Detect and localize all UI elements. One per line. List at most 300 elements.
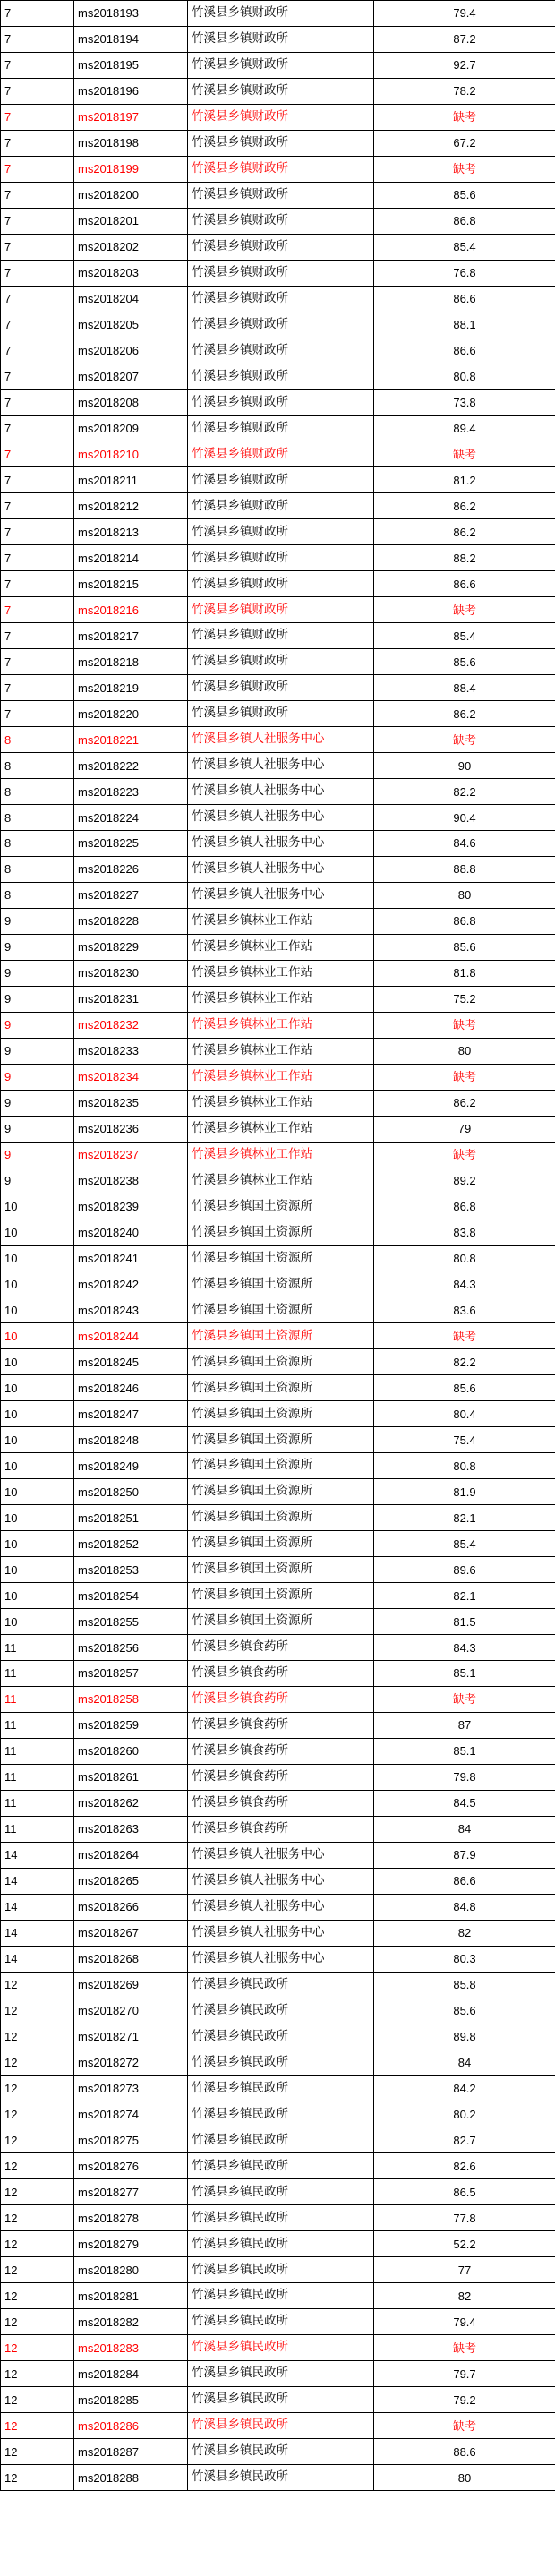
candidate-id-cell: ms2018234 [74, 1064, 188, 1090]
candidate-id-cell: ms2018275 [74, 2127, 188, 2153]
candidate-id-cell: ms2018288 [74, 2465, 188, 2491]
table-row [1, 1790, 555, 1816]
table-row [1, 2361, 555, 2387]
group-number-cell: 11 [1, 1686, 74, 1712]
score-cell: 89.8 [374, 2024, 555, 2050]
position-unit-cell: 竹溪县乡镇民政所 [188, 2361, 374, 2387]
position-unit-cell: 竹溪县乡镇国土资源所 [188, 1194, 374, 1220]
group-number-cell: 7 [1, 1, 74, 27]
group-number-cell: 10 [1, 1505, 74, 1531]
group-number-cell: 9 [1, 1142, 74, 1168]
table-row [1, 182, 555, 208]
table-row [1, 856, 555, 882]
candidate-id-cell: ms2018281 [74, 2283, 188, 2309]
candidate-id-cell: ms2018262 [74, 1790, 188, 1816]
group-number-cell: 9 [1, 1168, 74, 1194]
position-unit-cell: 竹溪县乡镇国土资源所 [188, 1427, 374, 1453]
group-number-cell: 8 [1, 753, 74, 779]
position-unit-cell: 竹溪县乡镇林业工作站 [188, 960, 374, 986]
position-unit-cell: 竹溪县乡镇国土资源所 [188, 1583, 374, 1609]
group-number-cell: 8 [1, 779, 74, 805]
candidate-id-cell: ms2018267 [74, 1920, 188, 1946]
candidate-id-cell: ms2018243 [74, 1297, 188, 1323]
candidate-id-cell: ms2018241 [74, 1245, 188, 1271]
candidate-id-cell: ms2018277 [74, 2179, 188, 2205]
score-cell: 88.4 [374, 675, 555, 701]
score-cell: 52.2 [374, 2231, 555, 2257]
candidate-id-cell: ms2018206 [74, 338, 188, 364]
position-unit-cell: 竹溪县乡镇国土资源所 [188, 1220, 374, 1245]
candidate-id-cell: ms2018233 [74, 1038, 188, 1064]
position-unit-cell: 竹溪县乡镇食药所 [188, 1790, 374, 1816]
group-number-cell: 9 [1, 1090, 74, 1116]
position-unit-cell: 竹溪县乡镇人社服务中心 [188, 1868, 374, 1894]
candidate-id-cell: ms2018247 [74, 1401, 188, 1427]
table-row [1, 2231, 555, 2257]
score-cell: 83.6 [374, 1297, 555, 1323]
position-unit-cell: 竹溪县乡镇财政所 [188, 467, 374, 493]
candidate-id-cell: ms2018198 [74, 130, 188, 156]
group-number-cell: 11 [1, 1661, 74, 1687]
score-cell: 82.6 [374, 2153, 555, 2179]
table-row [1, 1764, 555, 1790]
position-unit-cell: 竹溪县乡镇民政所 [188, 2257, 374, 2283]
table-row [1, 415, 555, 441]
candidate-id-cell: ms2018202 [74, 234, 188, 260]
score-cell: 85.6 [374, 182, 555, 208]
table-row-absent [1, 1064, 555, 1090]
score-cell: 80.8 [374, 1453, 555, 1479]
table-row [1, 1479, 555, 1505]
group-number-cell: 12 [1, 2205, 74, 2231]
score-cell: 80.4 [374, 1401, 555, 1427]
candidate-id-cell: ms2018201 [74, 208, 188, 234]
score-cell: 80 [374, 2465, 555, 2491]
table-row [1, 1427, 555, 1453]
candidate-id-cell: ms2018274 [74, 2101, 188, 2127]
score-cell: 80.8 [374, 364, 555, 389]
position-unit-cell: 竹溪县乡镇国土资源所 [188, 1531, 374, 1557]
table-row [1, 1998, 555, 2024]
score-cell: 缺考 [374, 2413, 555, 2439]
table-row [1, 1972, 555, 1998]
table-row [1, 2153, 555, 2179]
group-number-cell: 7 [1, 104, 74, 130]
group-number-cell: 7 [1, 545, 74, 571]
candidate-id-cell: ms2018223 [74, 779, 188, 805]
group-number-cell: 9 [1, 934, 74, 960]
candidate-id-cell: ms2018264 [74, 1842, 188, 1868]
candidate-id-cell: ms2018204 [74, 286, 188, 312]
table-row [1, 649, 555, 675]
group-number-cell: 7 [1, 467, 74, 493]
candidate-id-cell: ms2018228 [74, 908, 188, 934]
score-cell: 缺考 [374, 1323, 555, 1349]
group-number-cell: 14 [1, 1920, 74, 1946]
candidate-id-cell: ms2018232 [74, 1012, 188, 1038]
table-row [1, 78, 555, 104]
group-number-cell: 11 [1, 1738, 74, 1764]
group-number-cell: 9 [1, 908, 74, 934]
group-number-cell: 7 [1, 26, 74, 52]
score-cell: 90.4 [374, 805, 555, 831]
group-number-cell: 12 [1, 2075, 74, 2101]
table-row [1, 1816, 555, 1842]
position-unit-cell: 竹溪县乡镇财政所 [188, 675, 374, 701]
position-unit-cell: 竹溪县乡镇民政所 [188, 2075, 374, 2101]
score-cell: 87.9 [374, 1842, 555, 1868]
table-row [1, 908, 555, 934]
candidate-id-cell: ms2018269 [74, 1972, 188, 1998]
group-number-cell: 7 [1, 623, 74, 649]
candidate-id-cell: ms2018226 [74, 856, 188, 882]
group-number-cell: 7 [1, 519, 74, 545]
candidate-id-cell: ms2018263 [74, 1816, 188, 1842]
position-unit-cell: 竹溪县乡镇民政所 [188, 2024, 374, 2050]
table-row [1, 519, 555, 545]
candidate-id-cell: ms2018253 [74, 1557, 188, 1583]
score-cell: 77 [374, 2257, 555, 2283]
position-unit-cell: 竹溪县乡镇财政所 [188, 545, 374, 571]
group-number-cell: 9 [1, 1038, 74, 1064]
group-number-cell: 10 [1, 1427, 74, 1453]
table-row-absent [1, 597, 555, 623]
score-cell: 缺考 [374, 1064, 555, 1090]
group-number-cell: 9 [1, 986, 74, 1012]
group-number-cell: 12 [1, 2309, 74, 2335]
candidate-id-cell: ms2018205 [74, 312, 188, 338]
group-number-cell: 14 [1, 1894, 74, 1920]
group-number-cell: 10 [1, 1349, 74, 1375]
group-number-cell: 9 [1, 1116, 74, 1142]
table-row [1, 389, 555, 415]
position-unit-cell: 竹溪县乡镇林业工作站 [188, 1168, 374, 1194]
table-row [1, 1271, 555, 1297]
candidate-id-cell: ms2018280 [74, 2257, 188, 2283]
position-unit-cell: 竹溪县乡镇林业工作站 [188, 908, 374, 934]
position-unit-cell: 竹溪县乡镇人社服务中心 [188, 805, 374, 831]
table-row [1, 960, 555, 986]
table-row [1, 1505, 555, 1531]
score-cell: 86.2 [374, 493, 555, 519]
score-cell: 84 [374, 2050, 555, 2075]
candidate-id-cell: ms2018286 [74, 2413, 188, 2439]
group-number-cell: 10 [1, 1453, 74, 1479]
position-unit-cell: 竹溪县乡镇财政所 [188, 1, 374, 27]
candidate-id-cell: ms2018235 [74, 1090, 188, 1116]
group-number-cell: 10 [1, 1220, 74, 1245]
group-number-cell: 9 [1, 960, 74, 986]
score-cell: 84.8 [374, 1894, 555, 1920]
candidate-id-cell: ms2018211 [74, 467, 188, 493]
position-unit-cell: 竹溪县乡镇民政所 [188, 1972, 374, 1998]
table-row [1, 1349, 555, 1375]
group-number-cell: 12 [1, 2231, 74, 2257]
score-cell: 82 [374, 1920, 555, 1946]
position-unit-cell: 竹溪县乡镇财政所 [188, 312, 374, 338]
position-unit-cell: 竹溪县乡镇林业工作站 [188, 1012, 374, 1038]
score-cell: 77.8 [374, 2205, 555, 2231]
position-unit-cell: 竹溪县乡镇食药所 [188, 1738, 374, 1764]
position-unit-cell: 竹溪县乡镇国土资源所 [188, 1375, 374, 1401]
position-unit-cell: 竹溪县乡镇民政所 [188, 2153, 374, 2179]
candidate-id-cell: ms2018194 [74, 26, 188, 52]
table-row [1, 1583, 555, 1609]
group-number-cell: 12 [1, 2050, 74, 2075]
group-number-cell: 12 [1, 2153, 74, 2179]
candidate-id-cell: ms2018254 [74, 1583, 188, 1609]
table-row [1, 779, 555, 805]
table-row [1, 1738, 555, 1764]
score-cell: 78.2 [374, 78, 555, 104]
score-cell: 89.2 [374, 1168, 555, 1194]
table-row-absent [1, 104, 555, 130]
candidate-id-cell: ms2018259 [74, 1712, 188, 1738]
group-number-cell: 11 [1, 1712, 74, 1738]
position-unit-cell: 竹溪县乡镇财政所 [188, 182, 374, 208]
position-unit-cell: 竹溪县乡镇财政所 [188, 649, 374, 675]
group-number-cell: 12 [1, 2361, 74, 2387]
candidate-id-cell: ms2018209 [74, 415, 188, 441]
score-cell: 89.4 [374, 415, 555, 441]
group-number-cell: 11 [1, 1816, 74, 1842]
group-number-cell: 12 [1, 1998, 74, 2024]
table-row-absent [1, 441, 555, 467]
position-unit-cell: 竹溪县乡镇食药所 [188, 1764, 374, 1790]
table-row [1, 2101, 555, 2127]
table-row-absent [1, 1323, 555, 1349]
candidate-id-cell: ms2018255 [74, 1609, 188, 1635]
group-number-cell: 8 [1, 805, 74, 831]
position-unit-cell: 竹溪县乡镇民政所 [188, 2205, 374, 2231]
group-number-cell: 11 [1, 1790, 74, 1816]
candidate-id-cell: ms2018231 [74, 986, 188, 1012]
position-unit-cell: 竹溪县乡镇林业工作站 [188, 1038, 374, 1064]
position-unit-cell: 竹溪县乡镇财政所 [188, 701, 374, 727]
candidate-id-cell: ms2018272 [74, 2050, 188, 2075]
group-number-cell: 12 [1, 2024, 74, 2050]
candidate-id-cell: ms2018219 [74, 675, 188, 701]
table-row-absent [1, 727, 555, 753]
score-cell: 84.3 [374, 1271, 555, 1297]
group-number-cell: 14 [1, 1842, 74, 1868]
group-number-cell: 7 [1, 182, 74, 208]
position-unit-cell: 竹溪县乡镇财政所 [188, 519, 374, 545]
position-unit-cell: 竹溪县乡镇财政所 [188, 441, 374, 467]
table-row [1, 2387, 555, 2413]
score-cell: 80.8 [374, 1245, 555, 1271]
score-cell: 缺考 [374, 1012, 555, 1038]
candidate-id-cell: ms2018249 [74, 1453, 188, 1479]
position-unit-cell: 竹溪县乡镇国土资源所 [188, 1609, 374, 1635]
group-number-cell: 7 [1, 234, 74, 260]
table-row [1, 1661, 555, 1687]
score-cell: 缺考 [374, 2335, 555, 2361]
table-row [1, 2050, 555, 2075]
candidate-id-cell: ms2018238 [74, 1168, 188, 1194]
position-unit-cell: 竹溪县乡镇民政所 [188, 2179, 374, 2205]
group-number-cell: 12 [1, 2127, 74, 2153]
score-cell: 88.1 [374, 312, 555, 338]
score-cell: 85.6 [374, 1998, 555, 2024]
score-cell: 90 [374, 753, 555, 779]
table-row-absent [1, 2413, 555, 2439]
group-number-cell: 7 [1, 493, 74, 519]
position-unit-cell: 竹溪县乡镇财政所 [188, 130, 374, 156]
group-number-cell: 8 [1, 831, 74, 857]
score-cell: 80.2 [374, 2101, 555, 2127]
position-unit-cell: 竹溪县乡镇国土资源所 [188, 1557, 374, 1583]
table-row [1, 701, 555, 727]
candidate-id-cell: ms2018260 [74, 1738, 188, 1764]
position-unit-cell: 竹溪县乡镇林业工作站 [188, 1116, 374, 1142]
candidate-id-cell: ms2018203 [74, 260, 188, 286]
candidate-id-cell: ms2018193 [74, 1, 188, 27]
group-number-cell: 7 [1, 260, 74, 286]
position-unit-cell: 竹溪县乡镇国土资源所 [188, 1297, 374, 1323]
group-number-cell: 12 [1, 2101, 74, 2127]
score-cell: 86.6 [374, 1868, 555, 1894]
score-cell: 86.6 [374, 571, 555, 597]
table-row [1, 1531, 555, 1557]
score-cell: 84.2 [374, 2075, 555, 2101]
position-unit-cell: 竹溪县乡镇国土资源所 [188, 1401, 374, 1427]
score-cell: 缺考 [374, 1686, 555, 1712]
table-row [1, 934, 555, 960]
position-unit-cell: 竹溪县乡镇民政所 [188, 1998, 374, 2024]
candidate-id-cell: ms2018210 [74, 441, 188, 467]
candidate-id-cell: ms2018239 [74, 1194, 188, 1220]
candidate-id-cell: ms2018268 [74, 1946, 188, 1972]
score-cell: 80.3 [374, 1946, 555, 1972]
score-cell: 79.8 [374, 1764, 555, 1790]
group-number-cell: 14 [1, 1868, 74, 1894]
group-number-cell: 7 [1, 78, 74, 104]
group-number-cell: 12 [1, 2465, 74, 2491]
position-unit-cell: 竹溪县乡镇民政所 [188, 2127, 374, 2153]
candidate-id-cell: ms2018284 [74, 2361, 188, 2387]
group-number-cell: 7 [1, 312, 74, 338]
score-cell: 79.7 [374, 2361, 555, 2387]
score-cell: 缺考 [374, 727, 555, 753]
position-unit-cell: 竹溪县乡镇人社服务中心 [188, 882, 374, 908]
group-number-cell: 12 [1, 2387, 74, 2413]
table-row [1, 2439, 555, 2465]
table-row [1, 2465, 555, 2491]
position-unit-cell: 竹溪县乡镇国土资源所 [188, 1453, 374, 1479]
table-row [1, 52, 555, 78]
candidate-id-cell: ms2018265 [74, 1868, 188, 1894]
candidate-id-cell: ms2018220 [74, 701, 188, 727]
score-cell: 79.4 [374, 2309, 555, 2335]
position-unit-cell: 竹溪县乡镇人社服务中心 [188, 1946, 374, 1972]
score-cell: 82.1 [374, 1505, 555, 1531]
position-unit-cell: 竹溪县乡镇国土资源所 [188, 1323, 374, 1349]
position-unit-cell: 竹溪县乡镇民政所 [188, 2335, 374, 2361]
candidate-id-cell: ms2018271 [74, 2024, 188, 2050]
candidate-id-cell: ms2018196 [74, 78, 188, 104]
group-number-cell: 7 [1, 52, 74, 78]
table-row [1, 2075, 555, 2101]
position-unit-cell: 竹溪县乡镇财政所 [188, 571, 374, 597]
table-row [1, 1635, 555, 1661]
table-row [1, 2127, 555, 2153]
candidate-id-cell: ms2018230 [74, 960, 188, 986]
candidate-id-cell: ms2018212 [74, 493, 188, 519]
group-number-cell: 10 [1, 1375, 74, 1401]
candidate-id-cell: ms2018222 [74, 753, 188, 779]
score-cell: 85.6 [374, 649, 555, 675]
position-unit-cell: 竹溪县乡镇食药所 [188, 1712, 374, 1738]
position-unit-cell: 竹溪县乡镇财政所 [188, 493, 374, 519]
score-cell: 83.8 [374, 1220, 555, 1245]
candidate-id-cell: ms2018213 [74, 519, 188, 545]
table-row [1, 208, 555, 234]
table-row [1, 312, 555, 338]
score-cell: 88.8 [374, 856, 555, 882]
candidate-id-cell: ms2018218 [74, 649, 188, 675]
candidate-id-cell: ms2018245 [74, 1349, 188, 1375]
candidate-id-cell: ms2018215 [74, 571, 188, 597]
position-unit-cell: 竹溪县乡镇林业工作站 [188, 1142, 374, 1168]
score-cell: 86.8 [374, 908, 555, 934]
score-cell: 88.6 [374, 2439, 555, 2465]
score-cell: 81.5 [374, 1609, 555, 1635]
score-cell: 75.2 [374, 986, 555, 1012]
position-unit-cell: 竹溪县乡镇财政所 [188, 597, 374, 623]
position-unit-cell: 竹溪县乡镇财政所 [188, 338, 374, 364]
table-row [1, 1297, 555, 1323]
group-number-cell: 7 [1, 649, 74, 675]
candidate-id-cell: ms2018197 [74, 104, 188, 130]
group-number-cell: 10 [1, 1245, 74, 1271]
group-number-cell: 10 [1, 1401, 74, 1427]
candidate-id-cell: ms2018207 [74, 364, 188, 389]
table-row-absent [1, 1012, 555, 1038]
score-cell: 缺考 [374, 156, 555, 182]
table-row [1, 1194, 555, 1220]
group-number-cell: 10 [1, 1323, 74, 1349]
position-unit-cell: 竹溪县乡镇国土资源所 [188, 1505, 374, 1531]
score-cell: 67.2 [374, 130, 555, 156]
table-row [1, 831, 555, 857]
position-unit-cell: 竹溪县乡镇民政所 [188, 2387, 374, 2413]
score-cell: 84.5 [374, 1790, 555, 1816]
candidate-id-cell: ms2018261 [74, 1764, 188, 1790]
score-cell: 80 [374, 882, 555, 908]
table-row [1, 1116, 555, 1142]
position-unit-cell: 竹溪县乡镇民政所 [188, 2439, 374, 2465]
group-number-cell: 12 [1, 2439, 74, 2465]
table-row [1, 1712, 555, 1738]
position-unit-cell: 竹溪县乡镇国土资源所 [188, 1479, 374, 1505]
candidate-id-cell: ms2018270 [74, 1998, 188, 2024]
group-number-cell: 7 [1, 286, 74, 312]
group-number-cell: 12 [1, 2413, 74, 2439]
score-cell: 84 [374, 1816, 555, 1842]
position-unit-cell: 竹溪县乡镇人社服务中心 [188, 1842, 374, 1868]
group-number-cell: 8 [1, 856, 74, 882]
score-cell: 81.2 [374, 467, 555, 493]
score-cell: 80 [374, 1038, 555, 1064]
table-row [1, 1609, 555, 1635]
position-unit-cell: 竹溪县乡镇财政所 [188, 415, 374, 441]
table-row [1, 545, 555, 571]
candidate-id-cell: ms2018283 [74, 2335, 188, 2361]
score-cell: 85.4 [374, 234, 555, 260]
candidate-id-cell: ms2018229 [74, 934, 188, 960]
candidate-id-cell: ms2018250 [74, 1479, 188, 1505]
